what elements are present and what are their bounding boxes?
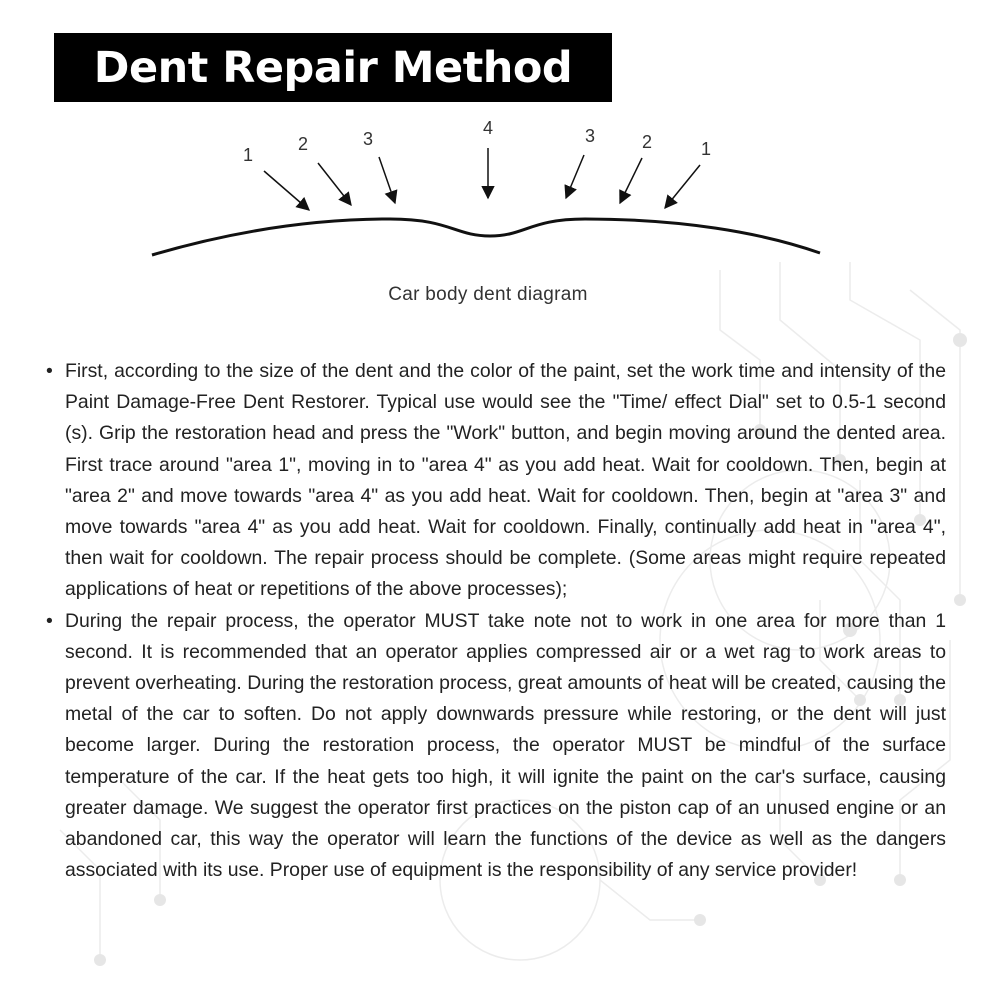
arrow-area-1-left <box>264 171 309 210</box>
bullet-marker: • <box>46 360 53 382</box>
arrow-label-2-right: 2 <box>642 132 653 152</box>
title-banner <box>54 33 612 102</box>
arrow-area-2-right <box>620 158 642 203</box>
arrow-label-4: 4 <box>483 118 494 138</box>
arrow-label-3-left: 3 <box>363 129 374 149</box>
car-body-surface-curve <box>152 219 820 255</box>
diagram-caption: Car body dent diagram <box>388 284 588 305</box>
instruction-text-2: During the repair process, the operator MUST take note not to work in one area for more than 1 second. It is recommended that an operator applies compressed air or a wet rag to work areas to prevent overheating. During the restoration process, great amounts of heat will be created, causing the metal of the car to soften. Do not apply downwards pressure while restoring, or the dent will just become larger. During the restoration process, the operator MUST be mindful of the surface temperature of the car. If the heat gets too high, it will ignite the paint on the car's surface, causing greater damage. We suggest the operator first practices on the piston cap of an unused engine or an abandoned car, this way the operator will learn the functions of the device as well as the dangers associated with its use. Proper use of equipment is the responsibility of any service provider! <box>65 609 946 882</box>
arrow-area-3-left <box>379 157 395 203</box>
bullet-marker: • <box>46 609 53 632</box>
page-title: Dent Repair Method <box>93 42 573 93</box>
instructions-text <box>46 356 946 886</box>
arrow-label-1-right: 1 <box>701 139 712 159</box>
arrow-area-3-right <box>566 155 584 198</box>
arrow-label-3-right: 3 <box>585 126 596 146</box>
arrow-label-1-left: 1 <box>243 145 254 165</box>
instruction-paragraph-1 <box>46 356 946 606</box>
arrow-label-2-left: 2 <box>298 134 309 154</box>
arrow-area-1-right <box>665 165 700 208</box>
instruction-text-1: First, according to the size of the dent and the color of the paint, set the work time and intensity of the Paint Damage-Free Dent Restorer. Typical use would see the "Time/ effect Dial" set to 0.5-1 second (s). Grip the restoration head and press the "Work" button, and begin moving around the dented area. First trace around "area 1", moving in to "area 4" as you add heat. Wait for cooldown. Then, begin at "area 2" and move towards "area 4" as you add heat. Wait for cooldown. Then, begin at "area 3" and move towards "area 4" as you add heat. Wait for cooldown. Finally, continually add heat in "area 4", then wait for cooldown. The repair process should be complete. (Some areas might require repeated applications of heat or repetitions of the above processes); <box>65 360 946 601</box>
arrow-area-2-left <box>318 163 351 205</box>
instruction-paragraph-2 <box>46 606 946 887</box>
